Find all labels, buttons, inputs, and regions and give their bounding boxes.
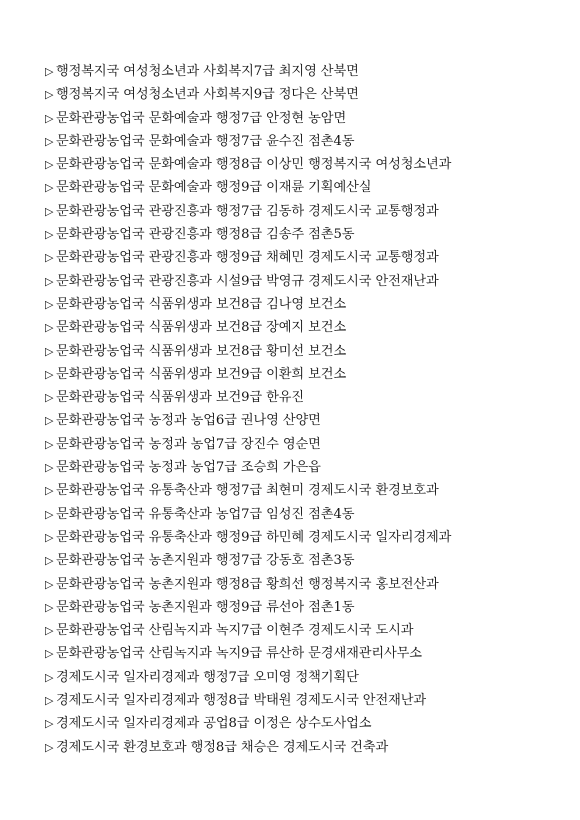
- bullet-triangle-icon: ▷: [45, 65, 54, 78]
- bullet-triangle-icon: ▷: [45, 670, 54, 684]
- bullet-triangle-icon: ▷: [45, 740, 54, 754]
- list-item: [45, 363, 570, 386]
- list-item: [45, 200, 570, 223]
- list-item: [45, 246, 570, 269]
- list-item: [45, 456, 570, 479]
- list-item: [45, 340, 570, 363]
- bullet-triangle-icon: ▷: [45, 577, 54, 591]
- bullet-triangle-icon: ▷: [45, 554, 54, 568]
- bullet-triangle-icon: ▷: [45, 251, 54, 265]
- list-item: [45, 130, 570, 153]
- list-item-text: 문화관광농업국 농촌지원과 행정9급 류선아 점촌1동: [56, 599, 355, 615]
- list-item: [45, 736, 570, 759]
- bullet-triangle-icon: ▷: [45, 484, 54, 498]
- list-item: [45, 153, 570, 176]
- bullet-triangle-icon: ▷: [45, 647, 54, 661]
- list-item: [45, 503, 570, 526]
- personnel-list: [45, 60, 570, 759]
- bullet-triangle-icon: ▷: [45, 158, 54, 172]
- list-item-text: 문화관광농업국 관광진흥과 행정9급 채혜민 경제도시국 교통행정과: [56, 250, 439, 266]
- bullet-triangle-icon: ▷: [45, 391, 54, 405]
- list-item-text: 문화관광농업국 문화예술과 행정9급 이재륜 기획예산실: [56, 180, 372, 196]
- bullet-triangle-icon: ▷: [45, 204, 54, 218]
- bullet-triangle-icon: ▷: [45, 530, 54, 544]
- list-item-text: 행정복지국 여성청소년과 사회복지9급 정다은 산북면: [56, 87, 359, 103]
- list-item-text: 문화관광농업국 농정과 농업6급 권나영 산양면: [56, 413, 321, 429]
- list-item: [45, 293, 570, 316]
- bullet-triangle-icon: ▷: [45, 344, 54, 358]
- bullet-triangle-icon: ▷: [45, 694, 54, 708]
- list-item: [45, 689, 570, 712]
- list-item-text: 문화관광농업국 유통축산과 농업7급 임성진 점촌4동: [56, 506, 355, 522]
- list-item: [45, 60, 570, 83]
- bullet-triangle-icon: ▷: [45, 461, 54, 475]
- list-item-text: 문화관광농업국 관광진흥과 행정7급 김동하 경제도시국 교통행정과: [56, 203, 439, 219]
- list-item-text: 문화관광농업국 문화예술과 행정7급 윤수진 점촌4동: [56, 133, 355, 149]
- list-item-text: 문화관광농업국 농정과 농업7급 장진수 영순면: [56, 436, 321, 452]
- bullet-triangle-icon: ▷: [45, 274, 54, 288]
- list-item-text: 문화관광농업국 산림녹지과 녹지7급 이현주 경제도시국 도시과: [56, 623, 414, 639]
- list-item: [45, 83, 570, 106]
- list-item-text: 문화관광농업국 식품위생과 보건8급 김나영 보건소: [56, 296, 347, 312]
- list-item: [45, 223, 570, 246]
- bullet-triangle-icon: ▷: [45, 181, 54, 195]
- list-item: [45, 316, 570, 339]
- list-item: [45, 619, 570, 642]
- list-item-text: 경제도시국 일자리경제과 공업8급 이정은 상수도사업소: [56, 716, 372, 732]
- list-item: [45, 107, 570, 130]
- list-item: [45, 526, 570, 549]
- list-item-text: 문화관광농업국 관광진흥과 시설9급 박영규 경제도시국 안전재난과: [56, 273, 439, 289]
- list-item-text: 문화관광농업국 농정과 농업7급 조승희 가은읍: [56, 460, 321, 476]
- list-item: [45, 386, 570, 409]
- bullet-triangle-icon: ▷: [45, 437, 54, 451]
- bullet-triangle-icon: ▷: [45, 88, 54, 102]
- list-item: [45, 270, 570, 293]
- list-item: [45, 642, 570, 665]
- list-item-text: 문화관광농업국 식품위생과 보건8급 장예지 보건소: [56, 320, 347, 336]
- list-item: [45, 596, 570, 619]
- bullet-triangle-icon: ▷: [45, 600, 54, 614]
- list-item-text: 문화관광농업국 식품위생과 보건9급 한유진: [56, 390, 305, 406]
- list-item: [45, 712, 570, 735]
- list-item-text: 문화관광농업국 유통축산과 행정9급 하민혜 경제도시국 일자리경제과: [56, 529, 452, 545]
- list-item: [45, 433, 570, 456]
- list-item-text: 경제도시국 일자리경제과 행정8급 박태원 경제도시국 안전재난과: [56, 693, 427, 709]
- list-item: [45, 176, 570, 199]
- bullet-triangle-icon: ▷: [45, 414, 54, 428]
- bullet-triangle-icon: ▷: [45, 367, 54, 381]
- list-item: [45, 409, 570, 432]
- list-item: [45, 479, 570, 502]
- list-item-text: 문화관광농업국 식품위생과 보건8급 황미선 보건소: [56, 343, 347, 359]
- list-item-text: 문화관광농업국 유통축산과 행정7급 최현미 경제도시국 환경보호과: [56, 483, 439, 499]
- list-item-text: 문화관광농업국 산림녹지과 녹지9급 류산하 문경새재관리사무소: [56, 646, 422, 662]
- list-item-text: 문화관광농업국 문화예술과 행정8급 이상민 행정복지국 여성청소년과: [56, 157, 452, 173]
- bullet-triangle-icon: ▷: [45, 134, 54, 148]
- list-item-text: 문화관광농업국 농촌지원과 행정7급 강동호 점촌3동: [56, 553, 355, 569]
- list-item: [45, 666, 570, 689]
- list-item-text: 문화관광농업국 문화예술과 행정7급 안정현 농암면: [56, 110, 347, 126]
- list-item-text: 문화관광농업국 농촌지원과 행정8급 황희선 행정복지국 홍보전산과: [56, 576, 439, 592]
- bullet-triangle-icon: ▷: [45, 297, 54, 311]
- list-item: [45, 573, 570, 596]
- list-item: [45, 549, 570, 572]
- bullet-triangle-icon: ▷: [45, 228, 54, 242]
- list-item-text: 행정복지국 여성청소년과 사회복지7급 최지영 산북면: [56, 64, 359, 79]
- bullet-triangle-icon: ▷: [45, 624, 54, 638]
- bullet-triangle-icon: ▷: [45, 321, 54, 335]
- bullet-triangle-icon: ▷: [45, 717, 54, 731]
- list-item-text: 경제도시국 환경보호과 행정8급 채승은 경제도시국 건축과: [56, 739, 389, 755]
- bullet-triangle-icon: ▷: [45, 507, 54, 521]
- bullet-triangle-icon: ▷: [45, 111, 54, 125]
- list-item-text: 문화관광농업국 관광진흥과 행정8급 김송주 점촌5동: [56, 227, 355, 243]
- list-item-text: 경제도시국 일자리경제과 행정7급 오미영 정책기획단: [56, 669, 359, 685]
- list-item-text: 문화관광농업국 식품위생과 보건9급 이환희 보건소: [56, 366, 347, 382]
